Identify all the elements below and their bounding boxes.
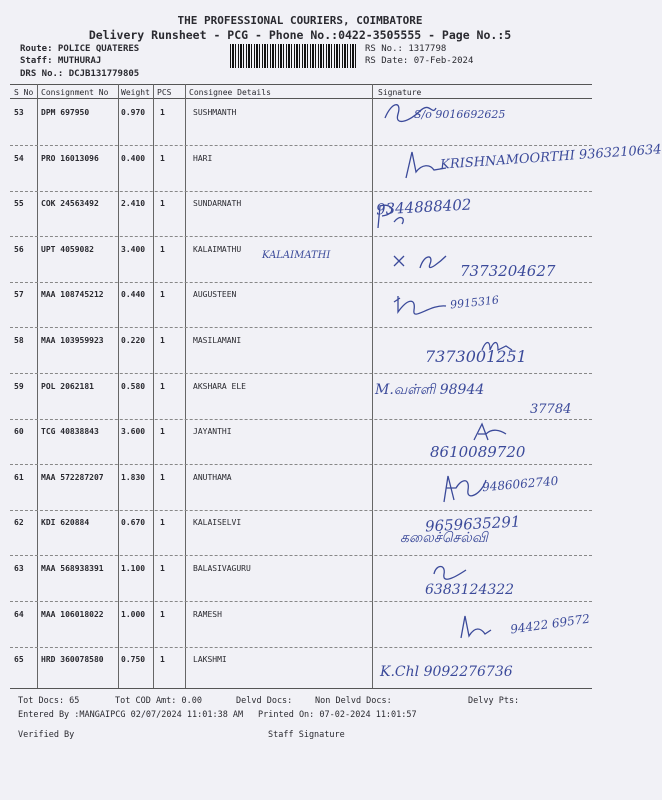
scribble-64 [455,612,495,642]
col-header-consignment: Consignment No [41,88,109,97]
cell-weight: 0.220 [121,336,146,345]
cell-cons: MAA 572287207 [41,472,104,482]
cell-cons: DPM 697950 [41,108,90,117]
cell-cons: MAA 103959923 [41,336,104,345]
col-header-weight: Weight [121,88,150,97]
col-header-sno: S No [14,88,34,97]
cell-name: KALAISELVI [193,518,242,528]
delivery-points: Delvy Pts: [468,696,520,706]
signature-54: KRISHNAMOORTHI 9363210634 [439,142,662,173]
cell-sno: 55 [14,199,24,209]
cell-cons: KDI 620884 [41,518,90,528]
staff-signature: Staff Signature [268,730,345,740]
signature-65: K.Chl 9092276736 [380,664,513,680]
signature-57: 9915316 [449,293,500,312]
cell-pcs: 1 [160,427,165,437]
cell-cons: TCG 40838843 [41,427,99,437]
cell-weight: 3.600 [121,427,146,437]
signature-56-name: KALAIMATHI [262,250,331,261]
cell-weight: 1.830 [121,472,146,482]
cell-weight: 0.670 [121,518,146,528]
cell-cons: MAA 108745212 [41,290,104,300]
cell-cons: PRO 16013096 [41,153,99,163]
cell-pcs: 1 [160,381,165,391]
cell-pcs: 1 [160,108,165,117]
cell-sno: 53 [14,108,24,117]
cell-name: AUGUSTEEN [193,290,237,300]
scribble-63 [430,560,470,582]
cell-cons: UPT 4059082 [41,244,94,254]
cell-cons: COK 24563492 [41,199,99,209]
table-row [0,191,600,239]
scribble-57 [390,288,450,318]
cell-cons: MAA 568938391 [41,564,104,573]
signature-63: 6383124322 [425,582,515,598]
cell-sno: 56 [14,244,24,254]
signature-59-line1: M.வள்ளி 98944 [375,382,485,398]
cell-weight: 3.400 [121,244,146,254]
cell-name: SUSHMANTH [193,108,237,117]
cell-cons: POL 2062181 [41,381,94,391]
cell-weight: 0.400 [121,153,146,163]
cell-name: MASILAMANI [193,336,242,345]
scribble-58 [478,336,518,356]
signature-58: 7373001251 [425,347,527,366]
signature-62-tamil: கலைச்செல்வி [400,530,488,546]
scribble-56 [390,248,450,274]
scribble-55 [372,200,412,232]
route-label: Route: POLICE QUATERES [20,44,140,54]
table-top-rule [10,84,592,85]
col-header-signature: Signature [378,88,422,97]
cell-pcs: 1 [160,472,165,482]
cell-sno: 62 [14,518,24,528]
runsheet-title: Delivery Runsheet - PCG - Phone No.:0422-3505555 - Page No.:5 [88,28,512,42]
col-header-consignee: Consignee Details [189,88,271,97]
table-row [0,374,600,422]
cell-name: KALAIMATHU [193,244,242,254]
cell-name: JAYANTHI [193,427,232,437]
cell-pcs: 1 [160,244,165,254]
col-header-pcs: PCS [157,88,172,97]
cell-name: BALASIVAGURU [193,564,251,573]
signature-60: 8610089720 [430,443,526,461]
cell-pcs: 1 [160,609,165,619]
cell-weight: 0.750 [121,655,146,665]
scribble-61 [440,470,490,506]
cell-name: ANUTHAMA [193,472,232,482]
cell-weight: 0.970 [121,108,146,117]
cell-cons: MAA 106018022 [41,609,104,619]
cell-sno: 63 [14,564,24,573]
signature-59-line2: 37784 [530,402,572,417]
cell-name: HARI [193,153,213,163]
cell-sno: 59 [14,381,24,391]
cell-cons: HRD 360078580 [41,655,104,665]
cell-pcs: 1 [160,290,165,300]
signature-56-phone: 7373204627 [460,262,556,280]
total-cod: Tot COD Amt: 0.00 [115,696,202,706]
cell-name: AKSHARA ELE [193,381,246,391]
rs-number: RS No.: 1317798 [365,44,447,54]
total-docs: Tot Docs: 65 [18,696,80,706]
cell-weight: 0.440 [121,290,146,300]
table-bottom-rule [10,688,592,689]
cell-name: RAMESH [193,609,222,619]
signature-61: 9486062740 [481,473,559,495]
table-row [0,100,600,148]
hw-53: S/o 9016692625 [414,108,506,121]
cell-name: LAKSHMI [193,655,227,665]
cell-weight: 0.580 [121,381,146,391]
cell-sno: 57 [14,290,24,300]
scribble-54 [400,148,450,182]
cell-pcs: 1 [160,153,165,163]
cell-sno: 54 [14,153,24,163]
company-title: THE PROFESSIONAL COURIERS, COIMBATORE [177,14,423,27]
cell-sno: 61 [14,472,24,482]
entered-by: Entered By :MANGAIPCG 02/07/2024 11:01:38 AM [18,710,244,720]
drs-number: DRS No.: DCJB131779805 [20,69,140,79]
cell-weight: 2.410 [121,199,146,209]
cell-pcs: 1 [160,564,165,573]
table-row [0,282,600,330]
staff-label: Staff: MUTHURAJ [20,56,102,66]
signature-55: 9344888402 [375,195,472,219]
cell-sno: 64 [14,609,24,619]
signature-64: 94422 69572 [509,611,591,637]
cell-sno: 58 [14,336,24,345]
scribble-53 [380,96,440,126]
cell-pcs: 1 [160,336,165,345]
rs-date: RS Date: 07-Feb-2024 [365,56,474,66]
non-delivered-docs: Non Delvd Docs: [315,696,392,706]
cell-pcs: 1 [160,518,165,528]
cell-pcs: 1 [160,655,165,665]
cell-sno: 60 [14,427,24,437]
barcode [230,44,358,68]
verified-by: Verified By [18,730,75,740]
scribble-60 [470,420,510,444]
cell-pcs: 1 [160,199,165,209]
cell-sno: 65 [14,655,24,665]
signature-62-phone: 9659635291 [424,512,521,536]
cell-name: SUNDARNATH [193,199,242,209]
delivered-docs: Delvd Docs: [236,696,293,706]
cell-weight: 1.100 [121,564,146,573]
cell-weight: 1.000 [121,609,146,619]
table-header-rule [10,98,592,99]
printed-on: Printed On: 07-02-2024 11:01:57 [258,710,417,720]
